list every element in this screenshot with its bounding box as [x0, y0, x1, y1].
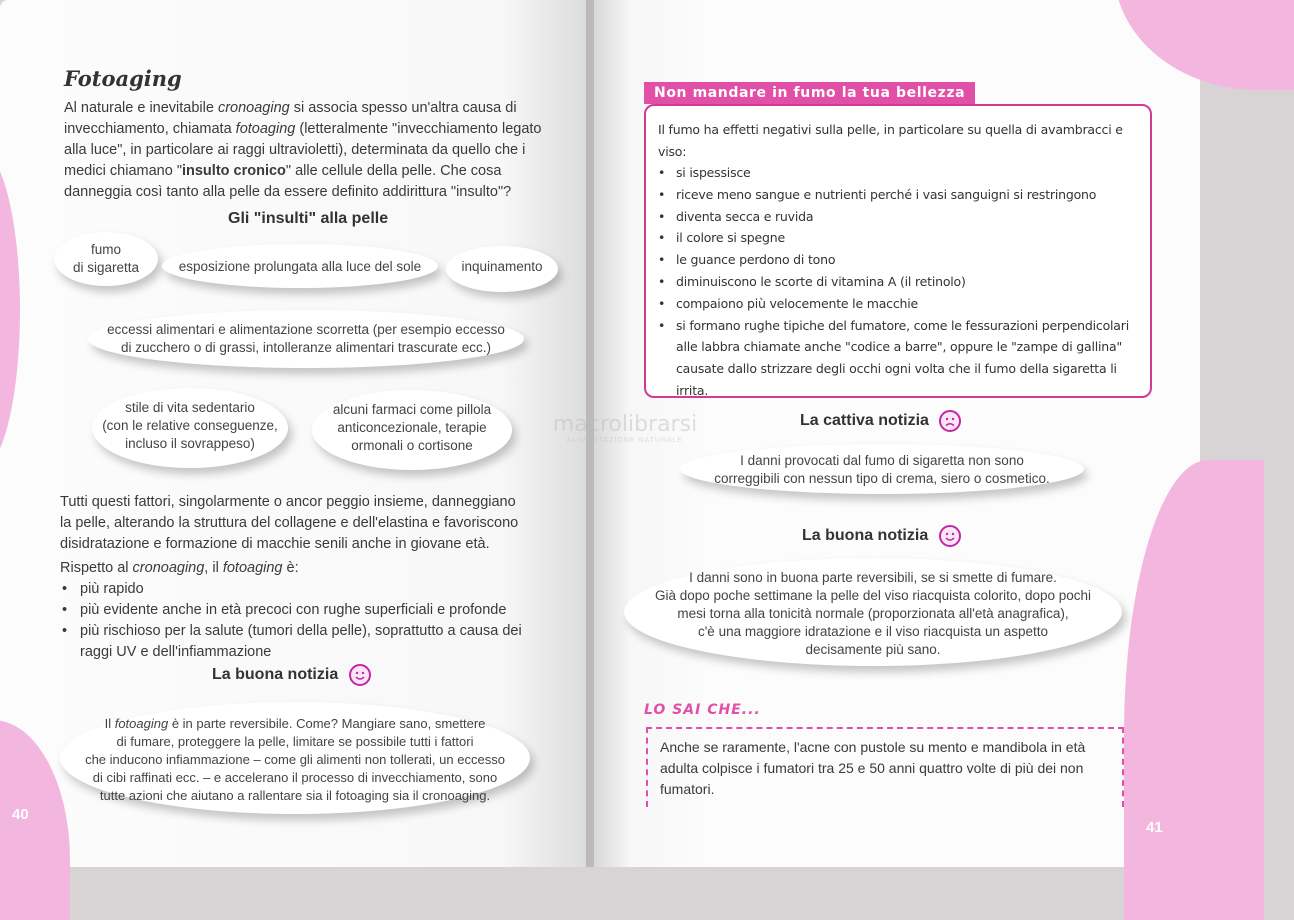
cloud-eccessi-text: eccessi alimentari e alimentazione scorretta (per esempio eccesso di zucchero o di grassi, intolleranze alimentari trascurate ecc.): [107, 322, 505, 355]
cloud-inquinamento-text: inquinamento: [461, 259, 543, 274]
watermark: [510, 412, 740, 444]
paragraph-fattori: Tutti questi fattori, singolarmente o ancor peggio insieme, danneggiano la pelle, alterando la struttura del collagene e dell'elastina e favoriscono disidratazione e formazione di macchie senili anche in giovane età.: [60, 494, 519, 552]
lo-sai-che-title: LO SAI CHE...: [644, 702, 761, 718]
list-item: • si ispessisce: [656, 162, 1140, 184]
cloud-farmaci-text: alcuni farmaci come pillola anticoncezionale, terapie ormonali o cortisone: [332, 402, 492, 453]
fotoaging-list: [60, 579, 532, 663]
right-deco-bottom: [1124, 460, 1264, 920]
list-item: • più evidente anche in età precoci con rughe superficiali e profonde: [60, 600, 532, 621]
lo-sai-che-text: Anche se raramente, l'acne con pustole su mento e mandibola in età adulta colpisce i fumatori tra 25 e 50 anni quattro volte di più dei non fumatori.: [660, 739, 1086, 797]
list-item: • diminuiscono le scorte di vitamina A (il retinolo): [656, 271, 1140, 293]
cattiva-notizia-heading: La cattiva notizia: [800, 410, 961, 432]
right-page: [552, 0, 1200, 867]
smiley-icon: [349, 664, 371, 686]
buona-notizia-heading-left: La buona notizia: [212, 664, 371, 686]
cloud-stile-text: stile di vita sedentario (con le relative conseguenze, incluso il sovrappeso): [102, 400, 278, 451]
list-item: • diventa secca e ruvida: [656, 206, 1140, 228]
cloud-buona-right-text: I danni sono in buona parte reversibili, se si smette di fumare. Già dopo poche settimane la pelle del viso riacquista colorito, dopo pochi mesi torna alla tonicità normale (proporzionata all'età anagrafica), c'è una maggiore idratazione e il viso riacquista un aspetto decisamente più sano.: [654, 570, 1091, 657]
insulti-heading: Gli "insulti" alla pelle: [228, 210, 389, 227]
list-item: • si formano rughe tipiche del fumatore, come le fessurazioni perpendicolari alle labbra chiamate anche "codice a barre", oppure le "zampe di gallina" causate dallo strizzare degli occhi ogni volta che il fumo della sigaretta li irrita.: [656, 315, 1140, 402]
section-title: Fotoaging: [64, 66, 182, 91]
cloud-fumo-text: fumo di sigaretta: [72, 242, 140, 275]
rispetto-line: Rispetto al cronoaging, il fotoaging è:: [60, 560, 299, 576]
bellezza-intro: Il fumo ha effetti negativi sulla pelle, in particolare su quella di avambracci e viso:: [658, 122, 1123, 159]
left-deco-bottom: [0, 720, 70, 920]
bellezza-list: [656, 162, 1140, 402]
list-item: • più rapido: [60, 579, 532, 600]
bellezza-box-title: Non mandare in fumo la tua bellezza: [644, 82, 975, 104]
page-number-right: 41: [1146, 819, 1163, 836]
page-number-left: 40: [12, 806, 29, 823]
sad-face-icon: [939, 410, 961, 432]
list-item: • riceve meno sangue e nutrienti perché i vasi sanguigni si restringono: [656, 184, 1140, 206]
cloud-cattiva-text: I danni provocati dal fumo di sigaretta non sono correggibili con nessun tipo di crema, siero o cosmetico.: [714, 453, 1050, 486]
left-deco-top: [0, 150, 20, 470]
left-page: [0, 0, 588, 867]
watermark-name: macrolibrarsi: [552, 412, 698, 437]
watermark-tagline: ALIMENTAZIONE NATURALE: [566, 437, 684, 444]
right-deco-top: [1114, 0, 1294, 90]
list-item: • compaiono più velocemente le macchie: [656, 293, 1140, 315]
list-item: • più rischioso per la salute (tumori della pelle), soprattutto a causa dei raggi UV e dell'infiammazione: [60, 621, 532, 663]
cloud-sole-text: esposizione prolungata alla luce del sole: [178, 259, 422, 274]
intro-paragraph: Al naturale e inevitabile cronoaging si associa spesso un'altra causa di invecchiamento, chiamata fotoaging (letteralmente "invecchiamento legato alla luce", in particolare ai raggi ultravioletti), determinata da quello che i medici chiamano "insulto cronico" alle cellule della pelle. Che cosa danneggia così tanto alla pelle da essere definito addirittura "insulto"?: [64, 100, 542, 200]
list-item: • le guance perdono di tono: [656, 249, 1140, 271]
list-item: • il colore si spegne: [656, 227, 1140, 249]
buona-notizia-heading-right: La buona notizia: [802, 525, 961, 547]
smiley-icon: [939, 525, 961, 547]
cloud-bottom-left-text: Il fotoaging è in parte reversibile. Come? Mangiare sano, smettere di fumare, proteggere la pelle, limitare se possibile tutti i fattori che inducono infiammazione – come gli alimenti non tollerati, un eccesso di cibi raffinati ecc. – e accelerano il processo di invecchiamento, sono tutte azioni che aiutano a rallentare sia il fotoaging sia il cronoaging.: [85, 716, 505, 803]
